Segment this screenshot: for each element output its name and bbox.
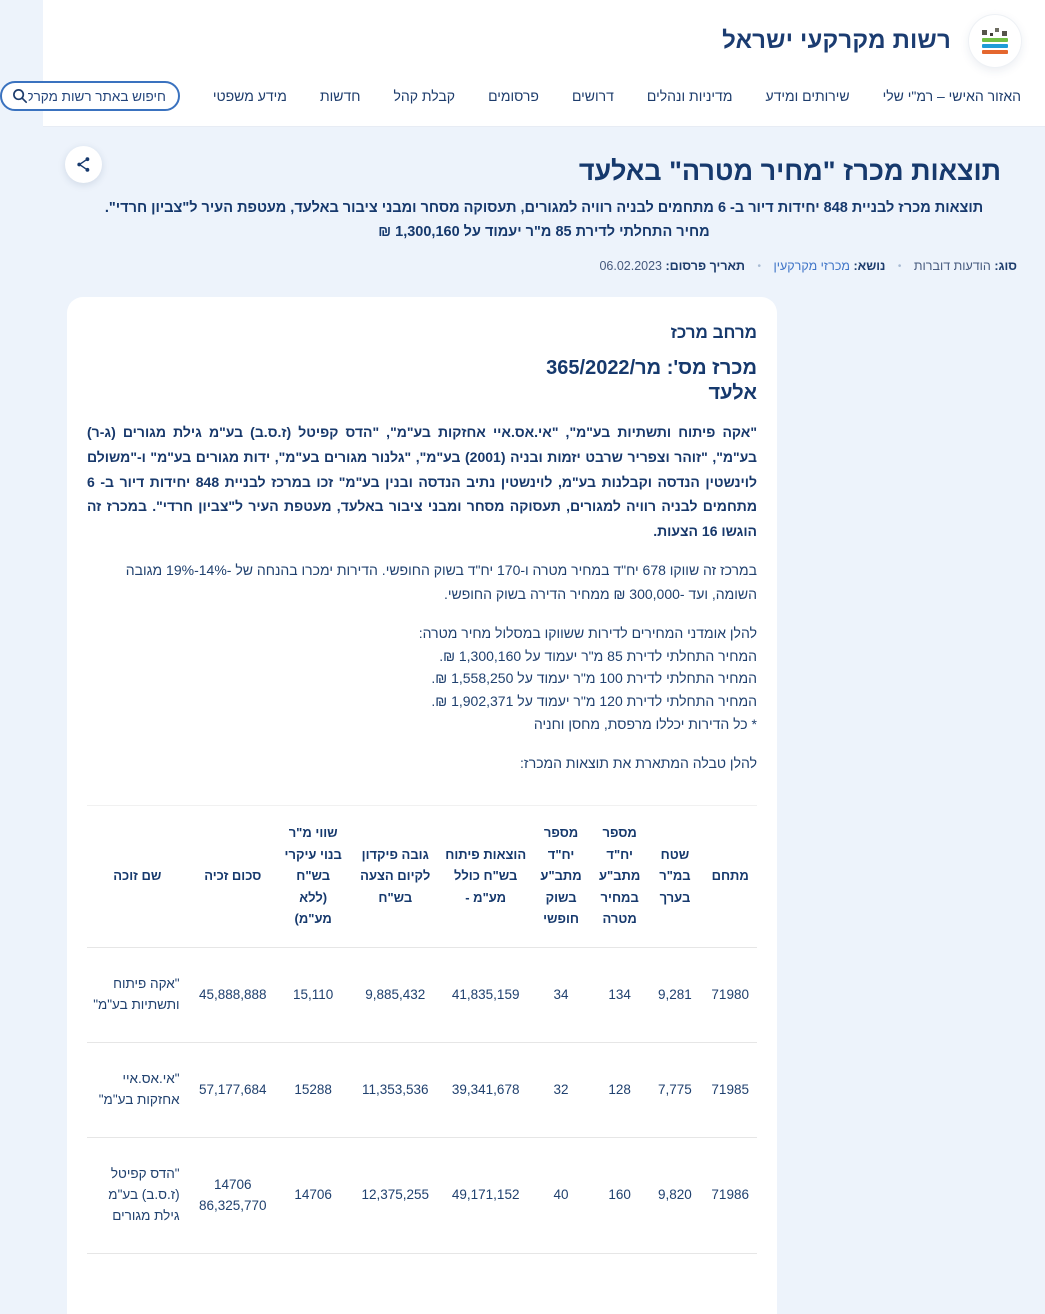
- cell-compound: 71985: [703, 1043, 757, 1138]
- nav-item-public-reception[interactable]: קבלת קהל: [393, 88, 456, 104]
- cell-winner-name: "הדס קפיטל (ז.ס.ב) בע"מ גילת מגורים: [87, 1138, 188, 1254]
- col-header-units-free-market: מספר יח"ד מתב"ע בשוק חופשי: [529, 806, 593, 948]
- search-input[interactable]: [28, 89, 166, 104]
- winners-paragraph: "אקה פיתוח ותשתיות בע"מ", "אי.אס.איי אחזקות בע"מ", "הדס קפיטל (ז.ס.ב) בע"מ גילת מגורים (ג-ר) בע"מ", "זוהר וצפריר שרבט יזמות ובניה (2001) בע"מ", "גלנור מגורים בע"מ", ידות מגורים בע"מ" ו-"משולם לוינשטין הנדסה וקבלנות בע"מ, לוינשטין נתיב הנדסה ובנין בע"מ" זכו במרכז לבניית 848 יחידות דיור ב- 6 מתחמים לבניה רוויה למגורים, תעסוקה מסחר ומבני ציבור באלעד, מעטפת העיר ל"צביון חרדי". במכרז זה הוגשו 16 הצעות.: [87, 423, 757, 540]
- tender-city: אלעד: [708, 381, 757, 404]
- cell-winning-amount: 14706 86,325,770: [188, 1138, 278, 1254]
- cell-sqm-value: 15288: [278, 1043, 348, 1138]
- brand-title: רשות מקרקעי ישראל: [722, 26, 951, 54]
- col-header-development-costs: הוצאות פיתוח בש"ח כולל מע"מ -: [442, 806, 529, 948]
- price-line-85: המחיר התחלתי לדירת 85 מ"ר יעמוד על 1,300,160 ₪.: [439, 647, 757, 664]
- tender-number: מכרז מס': מר/365/2022: [546, 356, 757, 379]
- cell-units-target: 134: [593, 948, 647, 1043]
- article-meta: [71, 259, 1017, 273]
- cell-winner-name: "אי.אס.איי אחזקות בע"מ": [87, 1043, 188, 1138]
- price-line-100: המחיר התחלתי לדירת 100 מ"ר יעמוד על 1,558,250 ₪.: [431, 670, 757, 687]
- meta-date-value: 06.02.2023: [599, 258, 662, 273]
- cell-dev-costs: 39,341,678: [442, 1043, 529, 1138]
- nav-item-services-info[interactable]: שירותים ומידע: [765, 88, 850, 104]
- region-title: מרחב מרכז: [670, 322, 757, 342]
- col-header-deposit: גובה פיקדון לקיום הצעה בש"ח: [348, 806, 442, 948]
- brand-logo[interactable]: [722, 15, 1021, 67]
- col-header-units-target-price: מספר יח"ד מתב"ע במחיר מטרה: [593, 806, 647, 948]
- main-nav: [43, 81, 1045, 127]
- share-icon: [75, 156, 92, 173]
- page-subtitle: תוצאות מכרז לבניית 848 יחידות דיור ב- 6 מתחמים לבניה רוויה למגורים, תעסוקה מסחר ומבני ציבור באלעד, מעטפת העיר ל"צביון חרדי". מחיר התחלתי לדירת 85 מ"ר יעמוד על 1,300,160 ₪: [104, 200, 984, 240]
- col-header-compound: מתחם: [703, 806, 757, 948]
- meta-topic-link[interactable]: מכרזי מקרקעין: [773, 258, 851, 273]
- cell-dev-costs: 41,835,159: [442, 948, 529, 1043]
- meta-separator-dot: •: [897, 260, 902, 272]
- site-search[interactable]: [0, 81, 180, 111]
- price-line-120: המחיר התחלתי לדירת 120 מ"ר יעמוד על 1,902,371 ₪.: [431, 692, 757, 709]
- meta-topic-label: נושא:: [853, 258, 886, 273]
- col-header-winner-name: שם זוכה: [87, 806, 188, 948]
- price-intro: להלן אומדני המחירים לדירות ששווקו במסלול מחיר מטרה:: [418, 624, 757, 641]
- nav-item-policies[interactable]: מדיניות ונהלים: [646, 88, 733, 104]
- table-intro: להלן טבלה המתארת את תוצאות המכרז:: [520, 755, 757, 772]
- cell-units-free: 34: [529, 948, 593, 1043]
- nav-item-news[interactable]: חדשות: [319, 88, 361, 104]
- site-header: [43, 0, 1045, 81]
- cell-area: 9,281: [646, 948, 703, 1043]
- table-header-row: [87, 806, 757, 948]
- nav-item-jobs[interactable]: דרושים: [571, 88, 614, 104]
- table-row: [87, 1138, 757, 1254]
- apartments-note: * כל הדירות יכללו מרפסת, מחסן וחניה: [533, 715, 757, 732]
- page-head: [43, 127, 1045, 244]
- meta-type-value: הודעות דוברות: [913, 258, 991, 273]
- cell-units-target: 128: [593, 1043, 647, 1138]
- cell-sqm-value: 15,110: [278, 948, 348, 1043]
- meta-date-label: תאריך פרסום:: [665, 258, 746, 273]
- table-row: [87, 948, 757, 1043]
- col-header-area: שטח במ"ר בערך: [646, 806, 703, 948]
- cell-compound: 71986: [703, 1138, 757, 1254]
- cell-dev-costs: 49,171,152: [442, 1138, 529, 1254]
- nav-item-publications[interactable]: פרסומים: [488, 88, 539, 104]
- col-header-sqm-value: שווי מ"ר בנוי עיקרי בש"ח (ללא מע"מ): [278, 806, 348, 948]
- nav-item-legal-info[interactable]: מידע משפטי: [212, 88, 287, 104]
- search-icon: [12, 88, 28, 104]
- cell-deposit: 9,885,432: [348, 948, 442, 1043]
- cell-units-target: 160: [593, 1138, 647, 1254]
- cell-winning-amount: 57,177,684: [188, 1043, 278, 1138]
- meta-separator-dot: •: [757, 260, 762, 272]
- cell-sqm-value: 14706: [278, 1138, 348, 1254]
- nav-item-personal-area[interactable]: האזור האישי – רמ"י שלי: [882, 88, 1021, 104]
- cell-compound: 71980: [703, 948, 757, 1043]
- share-button[interactable]: [65, 146, 102, 183]
- logo-icon: [969, 15, 1021, 67]
- cell-area: 9,820: [646, 1138, 703, 1254]
- marketing-paragraph: במרכז זה שווקו 678 יח"ד במחיר מטרה ו-170 יח"ד בשוק החופשי. הדירות ימכרו בהנחה של -14%-19% מגובה השומה, ועד -300,000 ₪ ממחיר הדירה בשוק החופשי.: [125, 562, 757, 603]
- col-header-winning-amount: סכום זכיה: [188, 806, 278, 948]
- cell-units-free: 32: [529, 1043, 593, 1138]
- table-row: [87, 1043, 757, 1138]
- article-card: [67, 297, 777, 1314]
- cell-deposit: 12,375,255: [348, 1138, 442, 1254]
- page-title: תוצאות מכרז "מחיר מטרה" באלעד: [578, 156, 1001, 186]
- cell-deposit: 11,353,536: [348, 1043, 442, 1138]
- meta-type-label: סוג:: [994, 258, 1017, 273]
- cell-units-free: 40: [529, 1138, 593, 1254]
- cell-winning-amount: 45,888,888: [188, 948, 278, 1043]
- cell-winner-name: "אקה פיתוח ותשתיות בע"מ": [87, 948, 188, 1043]
- price-estimates: [87, 622, 757, 735]
- tender-results-table: [87, 805, 757, 1254]
- cell-area: 7,775: [646, 1043, 703, 1138]
